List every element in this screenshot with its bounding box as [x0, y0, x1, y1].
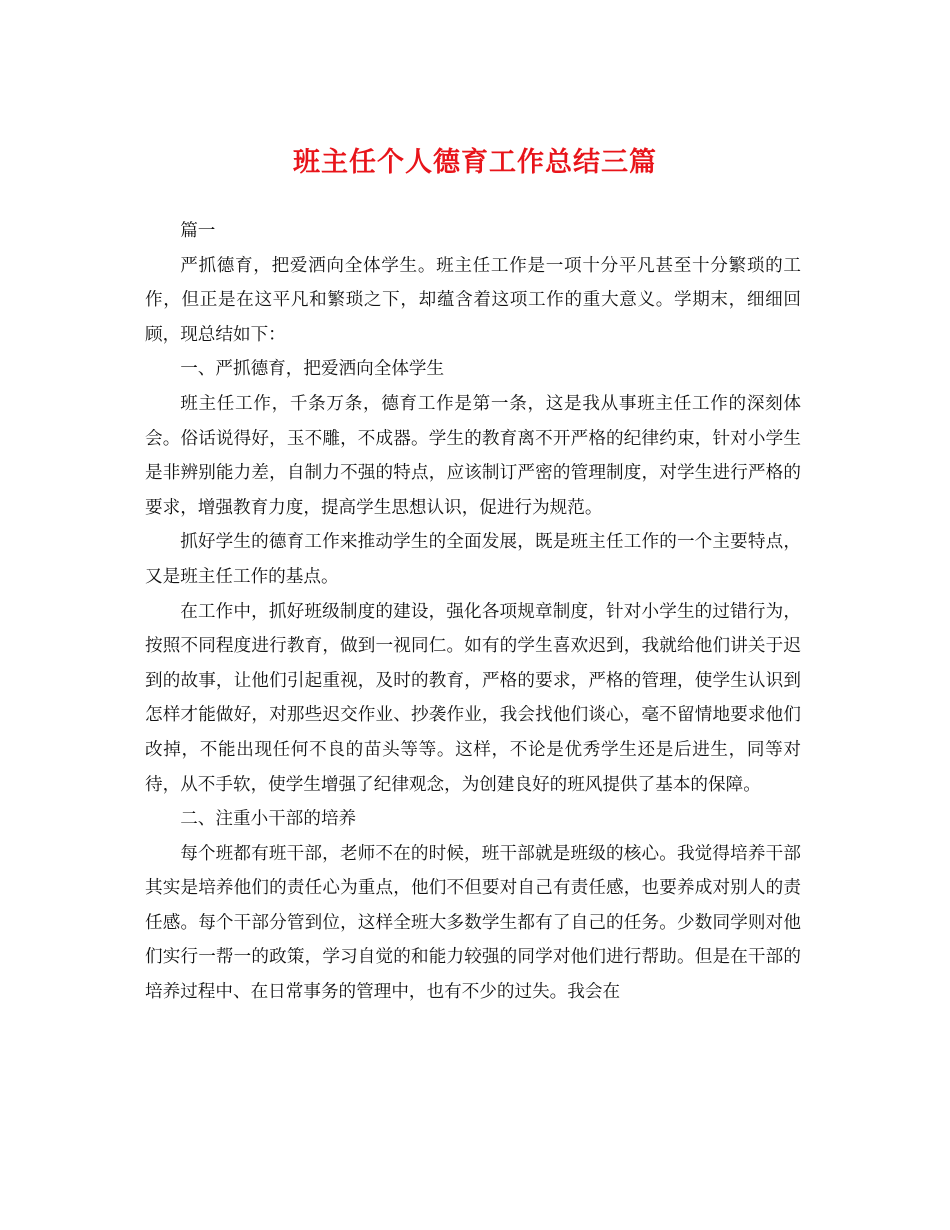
paragraph: 每个班都有班干部，老师不在的时候，班干部就是班级的核心。我觉得培养干部其实是培养他们的责任心为重点，他们不但要对自己有责任感，也要养成对别人的责任感。每个干部分管到位，这样全班大多数学生都有了自己的任务。少数同学则对他们实行一帮一的政策，学习自觉的和能力较强的同学对他们进行帮助。但是在干部的培养过程中、在日常事务的管理中，也有不少的过失。我会在 — [145, 843, 801, 1003]
paragraph: 抓好学生的德育工作来推动学生的全面发展，既是班主任工作的一个主要特点，又是班主任工作的基点。 — [145, 532, 801, 587]
paragraph-intro: 严抓德育，把爱洒向全体学生。班主任工作是一项十分平凡甚至十分繁琐的工作，但正是在这平凡和繁琐之下，却蕴含着这项工作的重大意义。学期末，细细回顾，现总结如下： — [145, 255, 801, 345]
heading-section-two: 二、注重小干部的培养 — [180, 809, 357, 830]
document-title: 班主任个人德育工作总结三篇 — [293, 147, 657, 178]
paragraph: 班主任工作，千条万条，德育工作是第一条，这是我从事班主任工作的深刻体会。俗话说得好，玉不雕，不成器。学生的教育离不开严格的纪律约束，针对小学生是非辨别能力差，自制力不强的特点，应该制订严密的管理制度，对学生进行严格的要求，增强教育力度，提高学生思想认识，促进行为规范。 — [145, 393, 801, 518]
document-body — [145, 214, 801, 1010]
heading-section-one: 一、严抓德育，把爱洒向全体学生 — [180, 359, 445, 380]
paragraph-section-label: 篇一 — [180, 221, 216, 241]
paragraph: 在工作中，抓好班级制度的建设，强化各项规章制度，针对小学生的过错行为，按照不同程度进行教育，做到一视同仁。如有的学生喜欢迟到，我就给他们讲关于迟到的故事，让他们引起重视，及时的教育，严格的要求，严格的管理，使学生认识到怎样才能做好，对那些迟交作业、抄袭作业，我会找他们谈心，毫不留情地要求他们改掉，不能出现任何不良的苗头等等。这样，不论是优秀学生还是后进生，同等对待，从不手软，使学生增强了纪律观念，为创建良好的班风提供了基本的保障。 — [145, 601, 801, 795]
